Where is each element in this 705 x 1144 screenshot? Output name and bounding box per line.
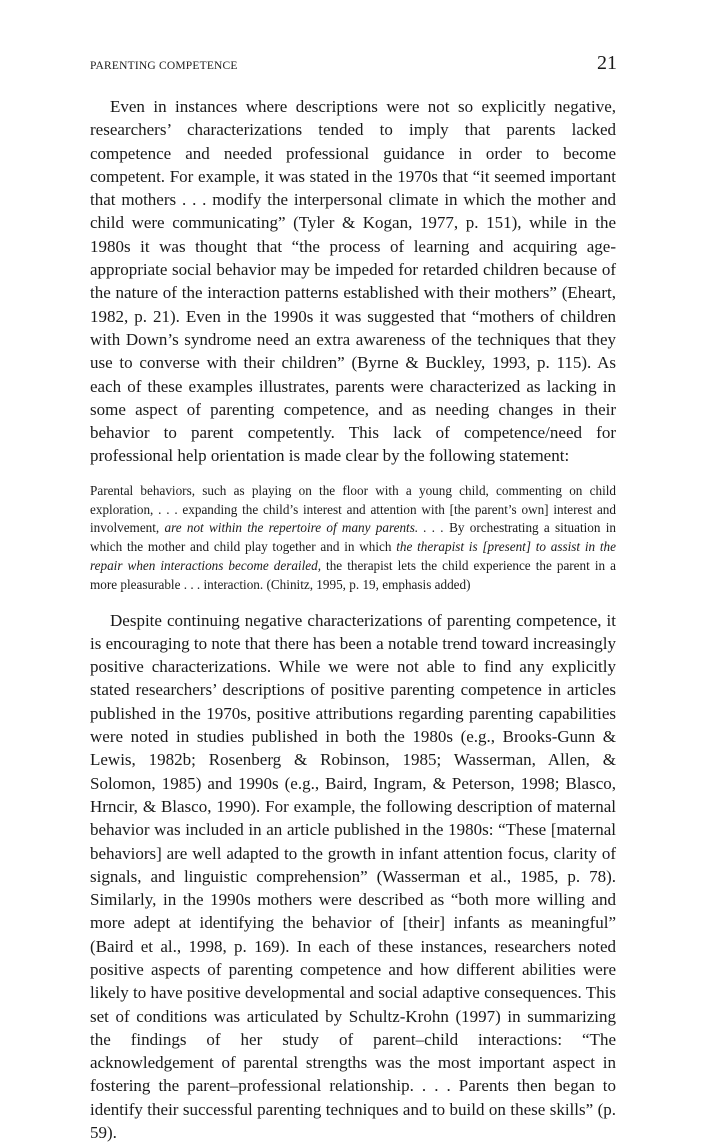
quote-text-3: the therapist lets the child experience the parent in a more pleasurable . . . interaction. (Chinitz, 1995, p. 19, emphasis added) xyxy=(90,557,616,592)
page-number: 21 xyxy=(597,52,617,74)
running-head: PARENTING COMPETENCE xyxy=(90,60,238,72)
quote-emphasis-2: the therapist is [present] to assist in the repair when interactions become derailed, xyxy=(90,539,617,573)
block-quote xyxy=(90,482,616,595)
quote-emphasis-1: are not within the repertoire of many parents. . . . xyxy=(164,520,444,536)
paragraph-1: Even in instances where descriptions were not so explicitly negative, researchers’ characterizations tended to imply that parents lacked competence and needed professional guidance in order to become competent. For example, it was stated in the 1970s that “it seemed important that mothers . . . modify the interpersonal climate in which the mother and child were communicating” (Tyler & Kogan, 1977, p. 151), while in the 1980s it was thought that “the process of learning and acquiring age-appropriate social behavior may be impeded for retarded children because of the nature of the interaction patterns established with their mothers” (Eheart, 1982, p. 21). Even in the 1990s it was suggested that “mothers of children with Down’s syndrome need an extra awareness of the techniques that they use to converse with their children” (Byrne & Buckley, 1993, p. 115). As each of these examples illustrates, parents were characterized as lacking in some aspect of parenting competence, and as needing changes in their behavior to parent competently. This lack of competence/need for professional help orientation is made clear by the following statement: xyxy=(90,97,616,466)
quote-text-1: Parental behaviors, such as playing on the floor with a young child, commenting on child exploration, . . . expanding the child’s interest and attention with [the parent’s own] interest and involvement, xyxy=(90,482,616,536)
paragraph-2: Despite continuing negative characterizations of parenting competence, it is encouraging to note that there has been a notable trend toward increasingly positive characterizations. While we were not able to find any explicitly stated researchers’ descriptions of positive parenting competence in articles published in the 1970s, positive attributions regarding parenting capabilities were noted in studies published in both the 1980s (e.g., Brooks-Gunn & Lewis, 1982b; Rosenberg & Robinson, 1985; Wasserman, Allen, & Solomon, 1985) and 1990s (e.g., Baird, Ingram, & Peterson, 1998; Blasco, Hrncir, & Blasco, 1990). For example, the following description of maternal behavior was included in an article published in the 1980s: “These [maternal behaviors] are well adapted to the growth in infant attention focus, clarity of signals, and linguistic comprehension” (Wasserman et al., 1985, p. 78). Similarly, in the 1990s mothers were described as “both more willing and more adept at identifying the behavior of [their] infants as meaningful” (Baird et al., 1998, p. 169). In each of these instances, researchers noted positive aspects of parenting competence and how different abilities were likely to have positive developmental and social adaptive consequences. This set of conditions was articulated by Schultz-Krohn (1997) in summarizing the findings of her study of parent–child interactions: “The acknowledgement of parental strengths was the most important aspect in fostering the parent–professional relationship. . . . Parents then began to identify their successful parenting techniques and to build on these skills” (p. 59). xyxy=(90,610,616,1143)
quote-text-2: By orchestrating a situation in which the mother and child play together and in which xyxy=(90,520,616,555)
body-text xyxy=(90,95,616,1144)
